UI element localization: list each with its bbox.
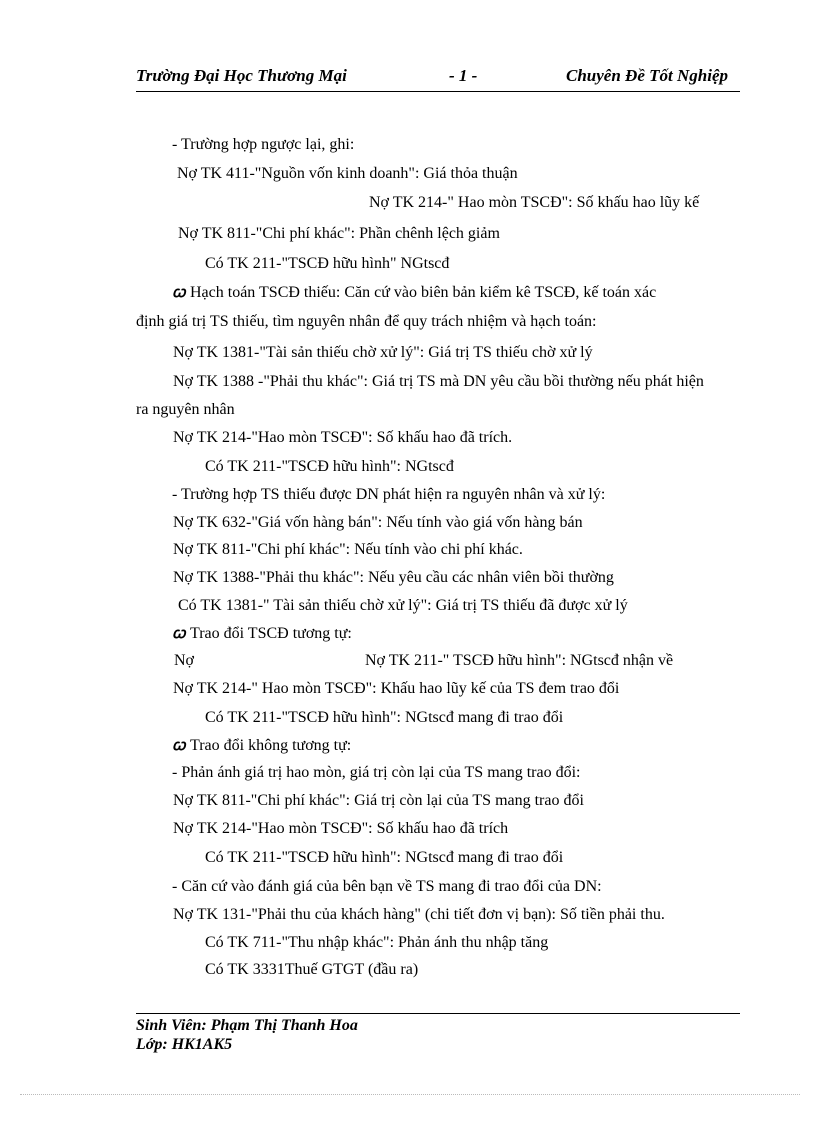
text-line: - Trường hợp TS thiếu được DN phát hiện ra nguyên nhân và xử lý: [172,486,606,503]
text-line: - Trường hợp ngược lại, ghi: [172,136,355,153]
header-title: Chuyên Đề Tốt Nghiệp [566,66,728,85]
text-line: Có TK 211-"TSCĐ hữu hình" NGtscđ [205,255,450,272]
text-line [172,283,656,303]
text-line: Nợ TK 214-" Hao mòn TSCĐ": Số khấu hao lũy kế [369,194,700,211]
text-line: Nợ TK 811-"Chi phí khác": Nếu tính vào chi phí khác. [173,541,523,558]
text-line: Nợ [174,652,195,669]
paragraph-text: Trao đổi TSCĐ tương tự: [190,625,352,642]
text-line: Nợ TK 131-"Phải thu của khách hàng" (chi tiết đơn vị bạn): Số tiền phải thu. [173,906,665,923]
text-line: Nợ TK 411-"Nguồn vốn kinh doanh": Giá thỏa thuận [177,165,518,182]
page-header [136,66,740,90]
text-line [172,624,352,644]
page-bottom-border [20,1094,800,1095]
text-line: Có TK 711-"Thu nhập khác": Phản ánh thu nhập tăng [205,934,549,951]
text-line: Nợ TK 1388-"Phải thu khác": Nếu yêu cầu các nhân viên bồi thường [173,569,614,586]
paragraph-text: Trao đổi không tương tự: [190,737,352,754]
footer-student: Sinh Viên: Phạm Thị Thanh Hoa [136,1017,358,1034]
text-line: Nợ TK 1381-"Tài sản thiếu chờ xử lý": Giá trị TS thiếu chờ xử lý [173,344,593,361]
text-line [172,736,351,756]
text-line: Có TK 211-"TSCĐ hữu hình": NGtscđ mang đi trao đổi [205,849,564,866]
footer-class: Lớp: HK1AK5 [136,1036,233,1053]
paragraph-text: Hạch toán TSCĐ thiếu: Căn cứ vào biên bản kiểm kê TSCĐ, kế toán xác [190,284,657,301]
bullet-icon: ꞷ [172,626,186,642]
text-line: Nợ TK 214-"Hao mòn TSCĐ": Số khấu hao đã trích. [173,429,513,446]
text-line: Nợ TK 211-" TSCĐ hữu hình": NGtscđ nhận về [365,652,674,669]
header-school: Trường Đại Học Thương Mại [136,66,347,85]
text-line: Nợ TK 811-"Chi phí khác": Phần chênh lệch giảm [178,225,500,242]
footer-rule [136,1013,740,1014]
text-line: Nợ TK 214-" Hao mòn TSCĐ": Khấu hao lũy kế của TS đem trao đổi [173,680,620,697]
text-line: Nợ TK 632-"Giá vốn hàng bán": Nếu tính vào giá vốn hàng bán [173,514,583,531]
text-line: Có TK 211-"TSCĐ hữu hình": NGtscđ mang đi trao đổi [205,709,564,726]
header-page-number: - 1 - [449,66,478,85]
text-line: ra nguyên nhân [136,401,235,418]
bullet-icon: ꞷ [172,285,186,301]
text-line: Nợ TK 811-"Chi phí khác": Giá trị còn lại của TS mang trao đổi [173,792,584,809]
text-line: - Căn cứ vào đánh giá của bên bạn về TS mang đi trao đổi của DN: [172,878,602,895]
text-line: Nợ TK 214-"Hao mòn TSCĐ": Số khấu hao đã trích [173,820,509,837]
text-line: Có TK 3331Thuế GTGT (đầu ra) [205,961,419,978]
text-line: - Phản ánh giá trị hao mòn, giá trị còn lại của TS mang trao đổi: [172,764,581,781]
text-line: Có TK 1381-" Tài sản thiếu chờ xử lý": Giá trị TS thiếu đã được xử lý [178,597,628,614]
text-line: định giá trị TS thiếu, tìm nguyên nhân để quy trách nhiệm và hạch toán: [136,313,597,330]
text-line: Có TK 211-"TSCĐ hữu hình": NGtscđ [205,458,454,475]
header-rule [136,91,740,92]
bullet-icon: ꞷ [172,738,186,754]
text-line: Nợ TK 1388 -"Phải thu khác": Giá trị TS mà DN yêu cầu bồi thường nếu phát hiện [173,373,704,390]
